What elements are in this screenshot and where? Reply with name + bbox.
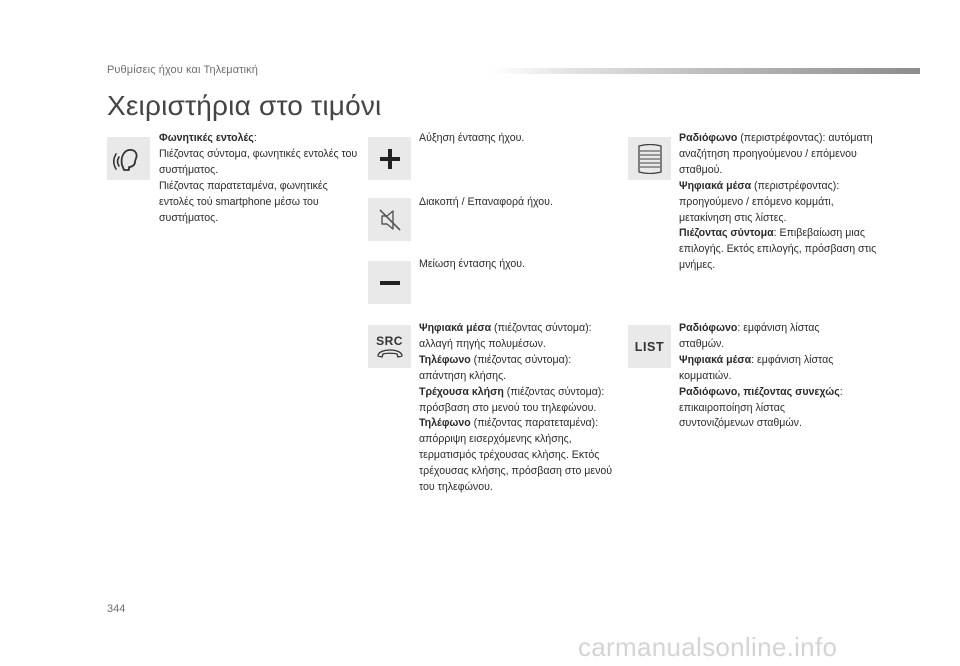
phone-handset-icon (376, 349, 404, 359)
volume-up-button[interactable] (368, 137, 411, 180)
section-header: Ρυθμίσεις ήχου και Τηλεματική (107, 64, 258, 76)
voice-command-text: Φωνητικές εντολές: Πιέζοντας σύντομα, φωνητικές εντολές του συστήματος. Πιέζοντας παρατεταμένα, φωνητικές εντολές τού smartphone μέσω του συστήματος. (159, 131, 359, 226)
src-item: Ψηφιακά μέσα (πιέζοντας σύντομα): αλλαγή πηγής πολυμέσων. (419, 322, 592, 350)
thumbwheel-text (679, 131, 884, 274)
volume-down-button[interactable] (368, 261, 411, 304)
list-item: Ψηφιακά μέσα: εμφάνιση λίστας κομματιών. (679, 353, 834, 382)
list-item: Ραδιόφωνο, πιέζοντας συνεχώς: επικαιροποίηση λίστας συντονιζόμενων σταθμών. (679, 385, 843, 430)
thumbwheel-item: Ραδιόφωνο (περιστρέφοντας): αυτόματη αναζήτηση προηγούμενου / επόμενου σταθμού. (679, 132, 873, 176)
mute-icon (377, 207, 403, 233)
list-item: Ραδιόφωνο: εμφάνιση λίστας σταθμών. (679, 322, 820, 350)
volume-up-text: Αύξηση έντασης ήχου. (419, 132, 525, 144)
src-item: Τηλέφωνο (πιέζοντας παρατεταμένα): απόρριψη εισερχόμενης κλήσης, τερματισμός τρέχουσας κλήσης. Εκτός τρέχουσας κλήσης, πρόσβαση στο μενού του τηλεφώνου. (419, 417, 613, 494)
page-number: 344 (107, 603, 126, 615)
list-text (679, 321, 849, 432)
thumbwheel-button[interactable] (628, 137, 671, 180)
plus-icon (379, 148, 401, 170)
mute-button[interactable] (368, 198, 411, 241)
list-button[interactable] (628, 325, 671, 368)
thumbwheel-icon (636, 144, 664, 174)
src-item: Τηλέφωνο (πιέζοντας σύντομα): απάντηση κλήσης. (419, 353, 572, 382)
thumbwheel-item: Ψηφιακά μέσα (περιστρέφοντας): προηγούμενο / επόμενο κομμάτι, μετακίνηση στις λίστες. (679, 179, 840, 224)
src-item: Τρέχουσα κλήση (πιέζοντας σύντομα): πρόσβαση στο μενού του τηλεφώνου. (419, 385, 605, 414)
voice-command-button[interactable] (107, 137, 150, 180)
src-label: SRC (376, 333, 403, 348)
voice-command-icon (113, 143, 145, 175)
voice-command-long-press: Πιέζοντας παρατεταμένα, φωνητικές εντολές τού smartphone μέσω του συστήματος. (159, 179, 328, 224)
list-label: LIST (634, 339, 665, 354)
page-title: Χειριστήρια στο τιμόνι (107, 90, 382, 121)
voice-command-title: Φωνητικές εντολές (159, 132, 254, 144)
watermark: carmanualsonline.info (578, 632, 838, 662)
mute-text: Διακοπή / Επαναφορά ήχου. (419, 196, 553, 208)
volume-down-text: Μείωση έντασης ήχου. (419, 258, 525, 270)
thumbwheel-item: Πιέζοντας σύντομα: Επιβεβαίωση μιας επιλογής. Εκτός επιλογής, πρόσβαση στις μνήμες. (679, 227, 877, 272)
minus-icon (379, 272, 401, 294)
src-text (419, 321, 619, 496)
src-button[interactable] (368, 325, 411, 368)
header-rule (490, 68, 920, 74)
voice-command-short-press: Πιέζοντας σύντομα, φωνητικές εντολές του συστήματος. (159, 147, 358, 176)
